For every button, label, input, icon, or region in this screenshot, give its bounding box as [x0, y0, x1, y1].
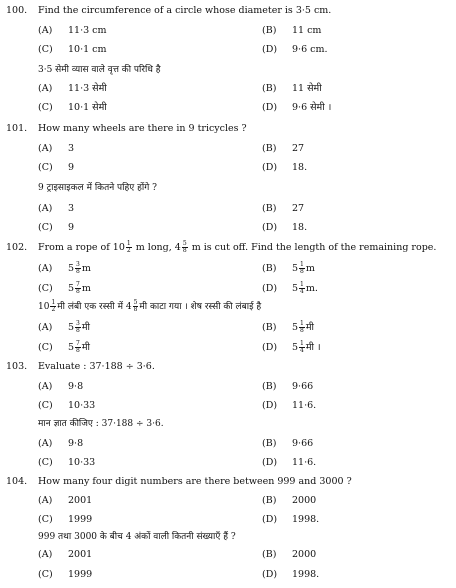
option-c-hi — [38, 102, 107, 114]
question-100 — [6, 5, 331, 17]
option-value: 2000 — [292, 549, 317, 560]
option-unit: मी — [305, 322, 315, 333]
option-c-hi — [38, 341, 90, 354]
option-value: 1998. — [292, 569, 320, 580]
option-label: (A) — [38, 495, 53, 506]
option-label: (B) — [262, 495, 277, 506]
option-b-en — [262, 495, 316, 507]
option-unit: मी — [81, 322, 91, 333]
option-b-en — [262, 262, 315, 275]
fraction — [75, 341, 81, 354]
question-number: 103. — [6, 361, 28, 372]
option-label: (C) — [38, 162, 53, 173]
fraction-numerator: 5 — [182, 240, 187, 247]
option-whole: 5 — [68, 263, 75, 274]
option-d-en — [262, 162, 307, 174]
option-value: 18. — [292, 162, 308, 173]
option-c-hi — [38, 222, 74, 234]
fraction — [299, 321, 305, 334]
fraction-denominator: 8 — [76, 327, 80, 334]
option-label: (B) — [262, 549, 277, 560]
option-label: (D) — [262, 283, 278, 294]
fraction — [75, 262, 81, 275]
option-c-hi — [38, 457, 95, 469]
option-d-en — [262, 282, 318, 295]
option-label: (D) — [262, 514, 278, 525]
option-a-hi — [38, 549, 92, 561]
option-value: 9·8 — [68, 438, 84, 449]
option-value: 10·33 — [68, 457, 96, 468]
fraction-numerator: 1 — [300, 261, 304, 268]
fraction — [126, 241, 132, 254]
fraction-numerator: 1 — [51, 299, 56, 306]
fraction-numerator: 7 — [76, 281, 80, 288]
fraction-denominator: 4 — [300, 288, 304, 295]
option-whole: 5 — [68, 322, 75, 333]
option-c-en — [38, 162, 74, 174]
fraction — [133, 300, 139, 313]
question-103 — [6, 361, 155, 373]
option-whole: 5 — [292, 322, 299, 333]
option-c-hi — [38, 569, 92, 581]
option-value: 18. — [292, 222, 308, 233]
option-value: 3 — [68, 143, 75, 154]
question-text-en-part: m long, 4 — [135, 242, 181, 253]
option-d-hi — [262, 569, 319, 581]
option-a-en — [38, 495, 92, 507]
fraction — [182, 241, 188, 254]
option-b-hi — [262, 321, 314, 334]
option-value: 9·66 — [292, 381, 314, 392]
option-value: 1998. — [292, 514, 320, 525]
option-unit: मी । — [305, 342, 321, 353]
option-label: (A) — [38, 263, 53, 274]
option-value: 9·6 cm. — [292, 44, 328, 55]
question-text-en-part: m is cut off. Find the length of the remaining rope. — [191, 242, 437, 253]
option-b-hi — [262, 203, 304, 215]
question-text-hi — [38, 300, 261, 313]
question-text-hi-part: 10 — [38, 302, 50, 312]
option-value: 9 — [68, 222, 75, 233]
fraction-denominator: 8 — [300, 268, 304, 275]
option-value: 3 — [68, 203, 75, 214]
option-label: (B) — [262, 25, 277, 36]
option-label: (C) — [38, 457, 53, 468]
option-label: (D) — [262, 222, 278, 233]
option-label: (D) — [262, 162, 278, 173]
option-label: (A) — [38, 438, 53, 449]
option-label: (B) — [262, 381, 277, 392]
option-value: 2000 — [292, 495, 317, 506]
option-unit: मी — [81, 342, 91, 353]
option-label: (C) — [38, 44, 53, 55]
option-d-hi — [262, 341, 321, 354]
option-value: 11·3 cm — [68, 25, 107, 36]
fraction-denominator: 8 — [76, 268, 80, 275]
option-value: 11·6. — [292, 400, 317, 411]
question-text-en: How many four digit numbers are there between 999 and 3000 ? — [38, 476, 352, 487]
fraction-denominator: 8 — [182, 247, 187, 254]
option-label: (C) — [38, 569, 53, 580]
option-label: (C) — [38, 283, 53, 294]
fraction-denominator: 2 — [51, 306, 56, 313]
option-d-hi — [262, 457, 316, 469]
option-label: (B) — [262, 143, 277, 154]
question-number: 101. — [6, 123, 28, 134]
option-value: 2001 — [68, 549, 93, 560]
option-a-hi — [38, 321, 90, 334]
option-label: (A) — [38, 83, 53, 94]
fraction — [299, 341, 305, 354]
option-value: 2001 — [68, 495, 93, 506]
option-label: (C) — [38, 222, 53, 233]
option-label: (D) — [262, 457, 278, 468]
option-whole: 5 — [292, 263, 299, 274]
option-b-en — [262, 25, 321, 37]
fraction-denominator: 8 — [76, 347, 80, 354]
option-b-hi — [262, 438, 313, 450]
option-unit: m — [81, 263, 91, 274]
option-d-en — [262, 44, 327, 56]
option-a-hi — [38, 438, 83, 450]
option-label: (B) — [262, 263, 277, 274]
option-label: (A) — [38, 25, 53, 36]
option-value: 11 सेमी — [292, 83, 322, 94]
option-unit: m — [305, 263, 315, 274]
option-a-en — [38, 262, 91, 275]
option-value: 1999 — [68, 569, 93, 580]
fraction-numerator: 7 — [76, 340, 80, 347]
question-text-hi: 9 ट्राइसाइकल में कितने पहिए होंगे ? — [38, 183, 157, 193]
question-text-hi: 3·5 सेमी व्यास वाले वृत्त की परिधि है — [38, 65, 161, 75]
fraction-numerator: 5 — [133, 299, 138, 306]
question-text-hi: मान ज्ञात कीजिए : 37·188 ÷ 3·6. — [38, 419, 164, 429]
option-label: (C) — [38, 514, 53, 525]
fraction-denominator: 2 — [126, 247, 131, 254]
option-whole: 5 — [292, 342, 299, 353]
fraction — [299, 282, 305, 295]
option-label: (C) — [38, 342, 53, 353]
question-text-hi: 999 तथा 3000 के बीच 4 अंकों वाली कितनी संख्याएँ हैं ? — [38, 532, 236, 542]
fraction-denominator: 8 — [133, 306, 138, 313]
fraction — [75, 282, 81, 295]
option-value: 27 — [292, 143, 305, 154]
question-text-en: Find the circumference of a circle whose diameter is 3·5 cm. — [38, 5, 332, 16]
option-c-en — [38, 282, 91, 295]
option-c-en — [38, 400, 95, 412]
option-unit: m. — [305, 283, 318, 294]
question-text-en-part: From a rope of 10 — [38, 242, 125, 253]
question-104 — [6, 476, 352, 488]
fraction-denominator: 4 — [300, 347, 304, 354]
option-label: (A) — [38, 549, 53, 560]
option-value: 9·8 — [68, 381, 84, 392]
option-d-en — [262, 400, 316, 412]
fraction-numerator: 3 — [76, 261, 80, 268]
option-label: (D) — [262, 400, 278, 411]
question-text-en: Evaluate : 37·188 ÷ 3·6. — [38, 361, 155, 372]
option-value: 9·6 सेमी । — [292, 102, 332, 113]
option-c-en — [38, 44, 107, 56]
option-a-en — [38, 143, 74, 155]
option-b-hi — [262, 549, 316, 561]
option-label: (C) — [38, 400, 53, 411]
option-b-en — [262, 143, 304, 155]
option-d-hi — [262, 222, 307, 234]
option-label: (B) — [262, 438, 277, 449]
option-label: (D) — [262, 102, 278, 113]
fraction-numerator: 1 — [300, 340, 304, 347]
option-d-en — [262, 514, 319, 526]
option-label: (C) — [38, 102, 53, 113]
option-label: (A) — [38, 143, 53, 154]
option-label: (A) — [38, 322, 53, 333]
option-a-en — [38, 25, 107, 37]
fraction — [299, 262, 305, 275]
option-value: 9·66 — [292, 438, 314, 449]
option-label: (A) — [38, 203, 53, 214]
fraction-numerator: 1 — [300, 281, 304, 288]
option-a-hi — [38, 203, 74, 215]
question-number: 100. — [6, 5, 28, 16]
fraction-denominator: 8 — [300, 327, 304, 334]
fraction-denominator: 8 — [76, 288, 80, 295]
fraction-numerator: 3 — [76, 320, 80, 327]
option-value: 1999 — [68, 514, 93, 525]
option-label: (D) — [262, 342, 278, 353]
question-101 — [6, 123, 247, 135]
fraction-numerator: 1 — [300, 320, 304, 327]
option-value: 10·1 सेमी — [68, 102, 107, 113]
fraction-numerator: 1 — [126, 240, 131, 247]
option-b-en — [262, 381, 313, 393]
option-value: 11·3 सेमी — [68, 83, 107, 94]
fraction — [50, 300, 56, 313]
question-text-hi-part: मी काटा गया । शेष रस्सी की लंबाई है — [139, 302, 262, 312]
option-label: (D) — [262, 44, 278, 55]
option-d-hi — [262, 102, 331, 114]
option-value: 10·1 cm — [68, 44, 107, 55]
option-value: 11·6. — [292, 457, 317, 468]
option-label: (D) — [262, 569, 278, 580]
option-whole: 5 — [68, 283, 75, 294]
option-value: 27 — [292, 203, 305, 214]
option-label: (B) — [262, 83, 277, 94]
question-text-en: How many wheels are there in 9 tricycles ? — [38, 123, 247, 134]
option-whole: 5 — [292, 283, 299, 294]
question-102 — [6, 241, 436, 254]
option-a-hi — [38, 83, 107, 95]
option-unit: m — [81, 283, 91, 294]
option-value: 10·33 — [68, 400, 96, 411]
option-label: (B) — [262, 203, 277, 214]
option-b-hi — [262, 83, 322, 95]
question-number: 102. — [6, 242, 28, 253]
option-value: 11 cm — [292, 25, 322, 36]
option-label: (A) — [38, 381, 53, 392]
option-value: 9 — [68, 162, 75, 173]
question-number: 104. — [6, 476, 28, 487]
option-a-en — [38, 381, 83, 393]
option-label: (B) — [262, 322, 277, 333]
fraction — [75, 321, 81, 334]
option-whole: 5 — [68, 342, 75, 353]
question-text-hi-part: मी लंबी एक रस्सी में 4 — [57, 302, 132, 312]
option-c-en — [38, 514, 92, 526]
